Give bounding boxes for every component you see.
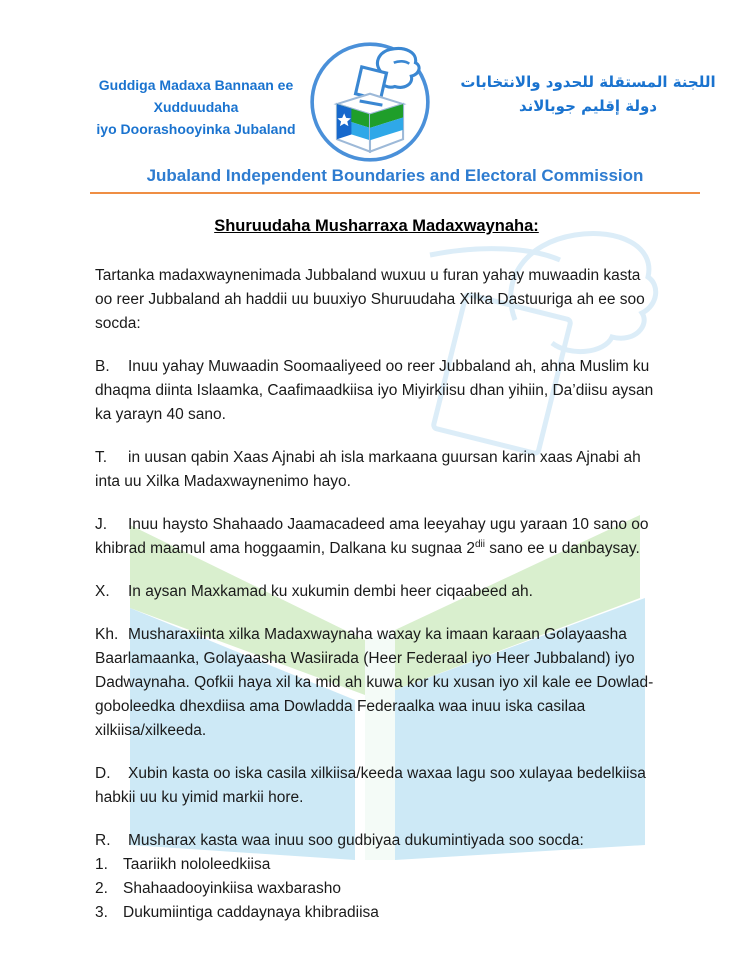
header-divider xyxy=(90,192,700,194)
clause-paragraph xyxy=(95,762,658,810)
org-name-somali-line2: iyo Doorashooyinka Jubaland xyxy=(96,121,296,137)
clause-text: Musharaxiinta xilka Madaxwaynaha waxay ka imaan karaan Golayaasha Baarlamaanka, Golayaasha Wasiirada (Heer Federaal iyo Heer Jubbaland) iyo Dadwaynaha. Qofkii haya xil ka mid ah kuwa kor ku xusan iyo xil kale ee Dowlad-goboleedka dhexdiisa ama Dowladda Federaalka waa inuu iska casilaa xilkiisa/xilkeeda. xyxy=(95,626,654,739)
org-name-arabic-line2: دولة إقليم جوبالاند xyxy=(518,97,658,115)
clause-label: B. xyxy=(95,358,110,375)
document-title: Shuruudaha Musharraxa Madaxwaynaha: xyxy=(214,217,539,235)
clause-label: T. xyxy=(95,449,108,466)
org-name-somali-line1: Guddiga Madaxa Bannaan ee Xudduudaha xyxy=(98,77,294,115)
clause-text: in uusan qabin Xaas Ajnabi ah isla markaana guursan karin xaas Ajnabi ah inta uu Xilka Madaxwaynenimo hayo. xyxy=(95,449,641,490)
list-item-number: 2. xyxy=(95,880,108,897)
clause-label: X. xyxy=(95,583,110,600)
list-item-text: Taariikh nololeedkiisa xyxy=(123,856,271,873)
list-item-text: Shahaadooyinkiisa waxbarasho xyxy=(123,880,342,897)
clause-paragraph xyxy=(95,623,658,743)
document-body xyxy=(95,214,658,925)
clause-paragraph xyxy=(95,829,658,853)
clause-paragraph xyxy=(95,580,658,604)
clause-text: Xubin kasta oo iska casila xilkiisa/keeda waxaa lagu soo xulayaa bedelkiisa habkii uu ku yimid markii hore. xyxy=(95,765,646,806)
clause-text: In aysan Maxkamad ku xukumin dembi heer ciqaabeed ah. xyxy=(128,583,533,600)
clause-paragraph xyxy=(95,446,658,494)
clause-text: Musharax kasta waa inuu soo gudbiyaa dukumintiyada soo socda: xyxy=(128,832,584,849)
clause-label: Kh. xyxy=(95,626,119,643)
org-name-arabic-line1: اللجنة المستقلة للحدود والانتخابات xyxy=(460,73,716,91)
org-name-arabic xyxy=(445,70,731,118)
clause-paragraph xyxy=(95,355,658,427)
list-item-number: 3. xyxy=(95,904,108,921)
list-item-text: Dukumiintiga caddaynaya khibradiisa xyxy=(123,904,379,921)
intro-paragraph: Tartanka madaxwaynenimada Jubbaland wuxuu u furan yahay muwaadin kasta oo reer Jubbaland ah haddii uu buuxiyo Shuruudaha Xilka Dastuuriga ah ee soo socda: xyxy=(95,267,645,332)
list-item-number: 1. xyxy=(95,856,108,873)
org-name-somali xyxy=(78,74,314,140)
list-item xyxy=(95,853,658,877)
org-name-english: Jubaland Independent Boundaries and Electoral Commission xyxy=(146,166,644,185)
clause-paragraph xyxy=(95,513,658,561)
clause-label: D. xyxy=(95,765,111,782)
clauses-container xyxy=(95,355,658,853)
list-item xyxy=(95,877,658,901)
clause-text: Inuu yahay Muwaadin Soomaaliyeed oo reer Jubbaland ah, ahna Muslim ku dhaqma diinta Islaamka, Caafimaadkiisa iyo Miyirkiisu dhan yihiin, Da’diisu aysan ka yarayn 40 sano. xyxy=(95,358,654,423)
clause-text: Inuu haysto Shahaado Jaamacadeed ama leeyahay ugu yaraan 10 sano oo khibrad maamul ama hoggaamin, Dalkana ku sugnaa $2^{dii}$ sano ee u danbaysay. xyxy=(95,516,649,557)
clause-label: J. xyxy=(95,516,108,533)
numbered-list xyxy=(95,853,658,925)
commission-logo xyxy=(308,40,432,164)
clause-label: R. xyxy=(95,832,111,849)
list-item xyxy=(95,901,658,925)
